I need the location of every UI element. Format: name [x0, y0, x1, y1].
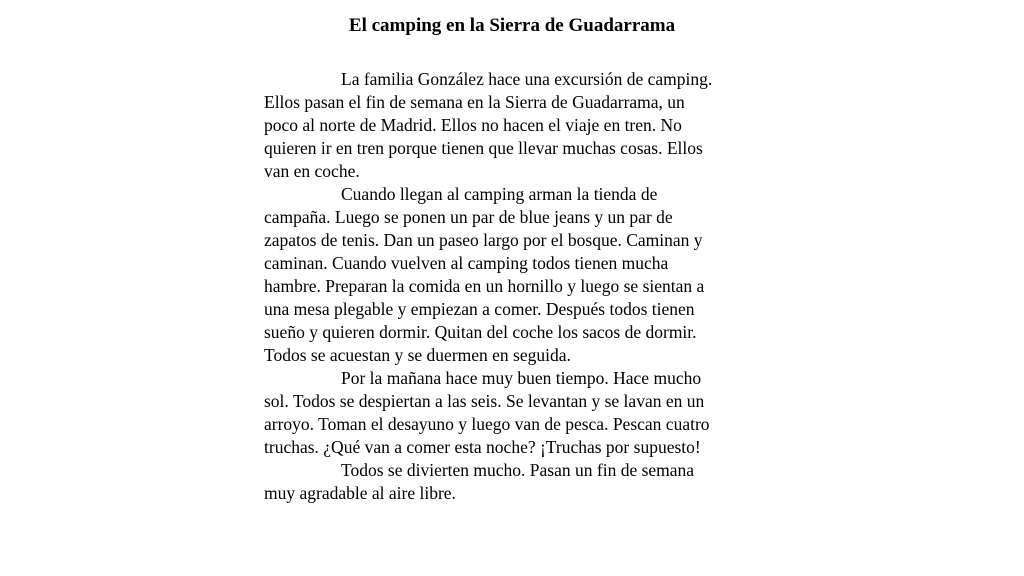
- paragraph-2-line-5: hambre. Preparan la comida en un hornillo y luego se sientan a: [264, 276, 705, 296]
- paragraph-3-line-1: Por la mañana hace muy buen tiempo. Hace mucho: [341, 368, 702, 388]
- paragraph-2-line-8: Todos se acuestan y se duermen en seguida.: [264, 345, 571, 365]
- paragraph-2-line-3: zapatos de tenis. Dan un paseo largo por el bosque. Caminan y: [264, 230, 703, 250]
- paragraph-1-line-4: quieren ir en tren porque tienen que llevar muchas cosas. Ellos: [264, 138, 703, 158]
- paragraph-2-line-4: caminan. Cuando vuelven al camping todos tienen mucha: [264, 253, 669, 273]
- paragraph-4-line-2: muy agradable al aire libre.: [264, 483, 456, 503]
- paragraph-1-line-3: poco al norte de Madrid. Ellos no hacen el viaje en tren. No: [264, 115, 682, 135]
- paragraph-2-line-6: una mesa plegable y empiezan a comer. Después todos tienen: [264, 299, 695, 319]
- paragraph-2-line-2: campaña. Luego se ponen un par de blue jeans y un par de: [264, 207, 673, 227]
- paragraph-2-line-1: Cuando llegan al camping arman la tienda de: [341, 184, 658, 204]
- paragraph-4-line-1: Todos se divierten mucho. Pasan un fin de semana: [341, 460, 695, 480]
- paragraph-1-line-1: La familia González hace una excursión de camping.: [341, 69, 713, 89]
- paragraph-3-line-4: truchas. ¿Qué van a comer esta noche? ¡Truchas por supuesto!: [264, 437, 701, 457]
- document-title: El camping en la Sierra de Guadarrama: [348, 15, 676, 36]
- document-body: [264, 68, 764, 505]
- paragraph-2-line-7: sueño y quieren dormir. Quitan del coche los sacos de dormir.: [264, 322, 697, 342]
- paragraph-3-line-2: sol. Todos se despiertan a las seis. Se levantan y se lavan en un: [264, 391, 705, 411]
- paragraph-1-line-2: Ellos pasan el fin de semana en la Sierra de Guadarrama, un: [264, 92, 685, 112]
- paragraph-1-line-5: van en coche.: [264, 161, 360, 181]
- paragraph-3-line-3: arroyo. Toman el desayuno y luego van de pesca. Pescan cuatro: [264, 414, 710, 434]
